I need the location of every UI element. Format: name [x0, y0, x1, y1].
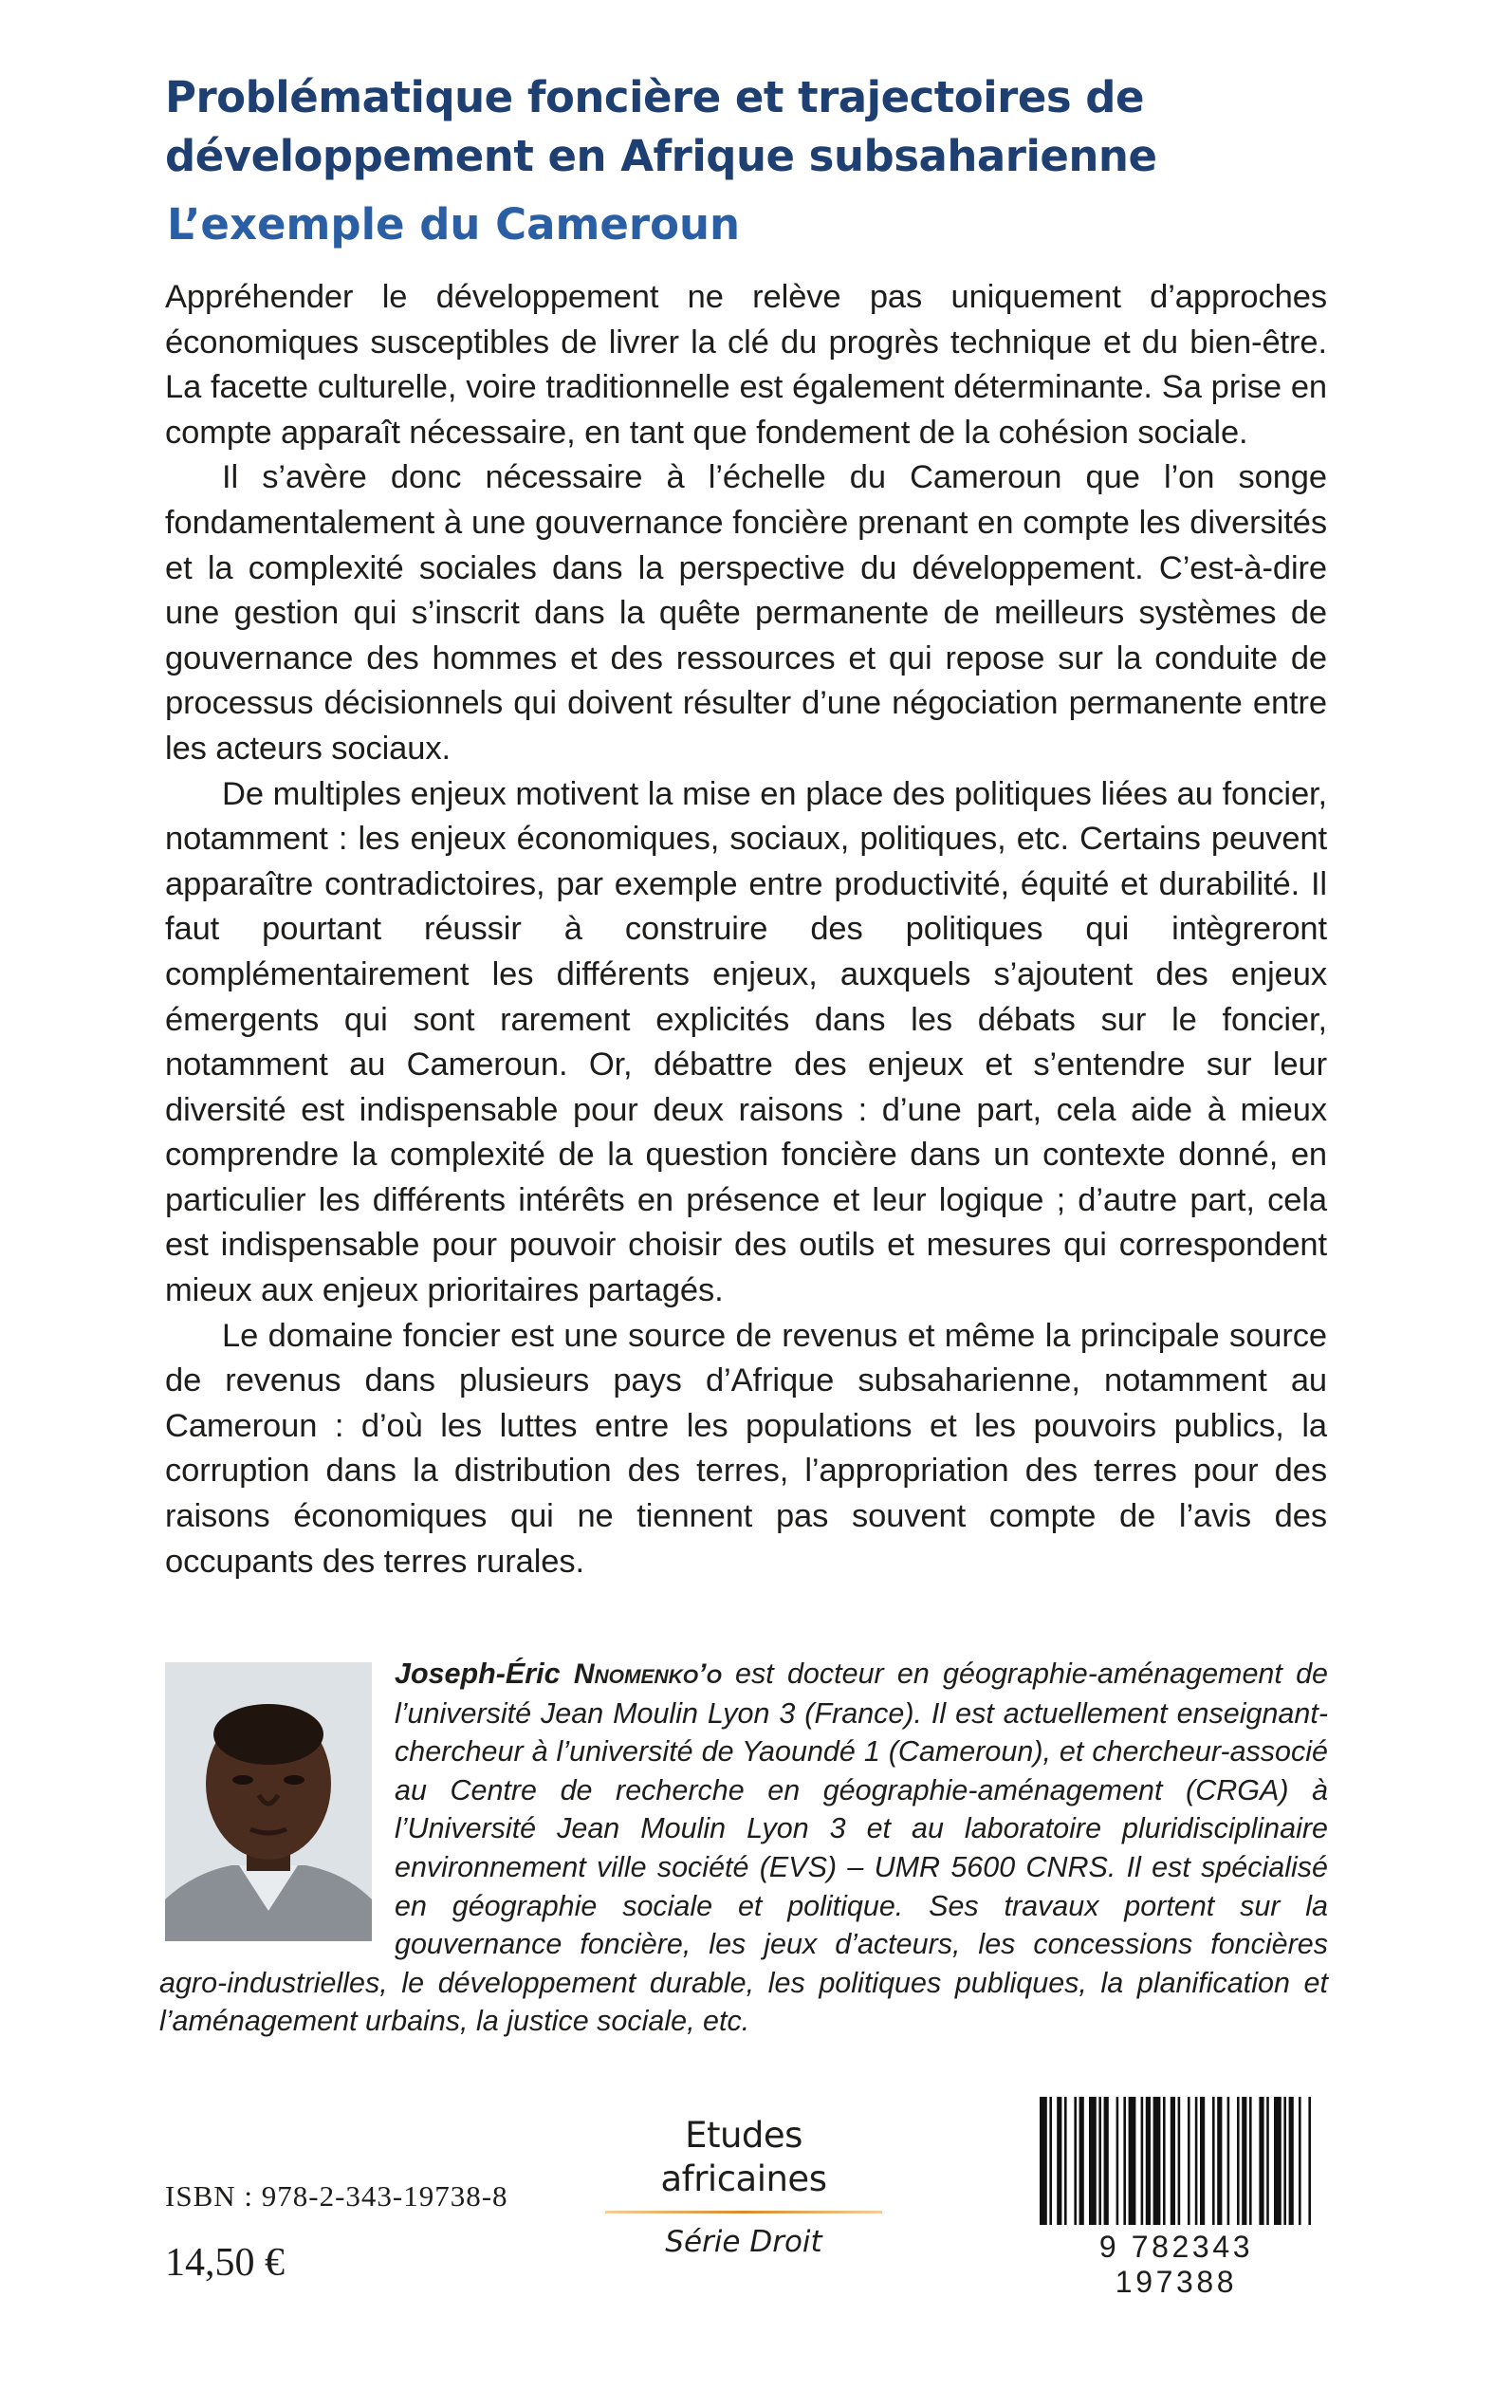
barcode-bar [1274, 2097, 1282, 2225]
summary-paragraph-4: Le domaine foncier est une source de revenus et même la principale source de revenus dans plusieurs pays d’Afrique subsaharienne, notamment au Cameroun : d’où les luttes entre les populations et les pouvoirs publics, la corruption dans la distribution des terres, l’appropriation des terres pour des raisons économiques qui ne tiennent pas souvent compte de l’avis des occupants des terres rurales. [165, 1317, 1327, 1580]
series-rule [605, 2211, 882, 2214]
barcode-bar [1146, 2097, 1151, 2225]
series-subtitle: Série Droit [665, 2225, 822, 2259]
barcode-bar [1129, 2097, 1136, 2225]
barcode-bar [1049, 2097, 1052, 2225]
barcode-bar [1171, 2097, 1175, 2225]
book-title: Problématique foncière et trajectoires de développement en Afrique subsaharienne [165, 72, 1157, 181]
summary-paragraph-3: De multiples enjeux motivent la mise en place des politiques liées au foncier, notamment : les enjeux économiques, sociaux, politiques, etc. Certains peuvent apparaître contradictoires, par exemple entre productivité, équité et durabilité. Il faut pourtant réussir à construire des politiques qui intègreront complémentairement les différents enjeux, auxquels s’ajoutent des enjeux émergents qui sont rarement explicités dans les débats sur le foncier, notamment au Cameroun. Or, débattre des enjeux et s’entendre sur leur diversité est indispensable pour deux raisons : d’une part, cela aide à mieux comprendre la complexité de la question foncière dans un contexte donné, en particulier les différents intérêts en présence et leur logique ; d’autre part, cela est indispensable pour pouvoir choisir des outils et mesures qui correspondent mieux aux enjeux prioritaires partagés. [165, 775, 1327, 1309]
barcode-bar [1212, 2097, 1215, 2225]
author-bio [159, 1655, 1328, 2041]
barcode-bars [1034, 2097, 1318, 2225]
barcode-bar [1104, 2097, 1109, 2225]
barcode-bar [1266, 2097, 1269, 2225]
barcode-bar [1259, 2097, 1263, 2225]
series-name: Etudes africaines [660, 2115, 827, 2199]
barcode-bar [1249, 2097, 1252, 2225]
barcode-bar [1283, 2097, 1286, 2225]
barcode-bar [1040, 2097, 1047, 2225]
author-first-name: Joseph-Éric [395, 1658, 574, 1690]
summary-text [165, 275, 1327, 1584]
barcode-bar [1057, 2097, 1061, 2225]
author-bio-text: est docteur en géographie-aménagement de l’université Jean Moulin Lyon 3 (France). Il est actuellement enseignant-chercheur à l’université de Yaoundé 1 (Cameroun), et chercheur-associé au Centre de recherche en géographie-aménagement (CRGA) à l’Université Jean Moulin Lyon 3 et au laboratoire pluridisciplinaire environnement ville société (EVS) – UMR 5600 CNRS. Il est spécialisé en géographie sociale et politique. Ses travaux portent sur la gouvernance foncière, les jeux d’acteurs, les concessions foncières agro-industrielles, le développement durable, les politiques publiques, la planification et l’aménagement urbains, la justice sociale, etc. [159, 1658, 1328, 2038]
barcode-digits: 9 782343 197388 [1098, 2230, 1254, 2299]
barcode-bar [1141, 2097, 1144, 2225]
barcode-bar [1217, 2097, 1222, 2225]
barcode-bar [1200, 2097, 1205, 2225]
isbn: ISBN : 978-2-343-19738-8 [165, 2179, 508, 2213]
series-logo [601, 2114, 886, 2261]
summary-paragraph-2: Il s’avère donc nécessaire à l’échelle du Cameroun que l’on songe fondamentalement à une gouvernance foncière prenant en compte les diversités et la complexité sociales dans la perspective du développement. C’est-à-dire une gestion qui s’inscrit dans la quête permanente de meilleurs systèmes de gouvernance des hommes et des ressources et qui repose sur la conduite de processus décisionnels qui doivent résulter d’une négociation permanente entre les acteurs sociaux. [165, 459, 1327, 767]
barcode-bar [1163, 2097, 1166, 2225]
barcode-bar [1227, 2097, 1230, 2225]
price: 14,50 € [165, 2241, 285, 2285]
barcode-bar [1178, 2097, 1181, 2225]
barcode-bar [1089, 2097, 1097, 2225]
barcode-bar [1188, 2097, 1190, 2225]
barcode-bar [1242, 2097, 1246, 2225]
barcode-bar [1098, 2097, 1101, 2225]
author-name [395, 1658, 722, 1690]
book-subtitle: L’exemple du Cameroun [167, 199, 741, 250]
barcode-bar [1079, 2097, 1084, 2225]
barcode-bar [1074, 2097, 1077, 2225]
barcode-bar [1237, 2097, 1240, 2225]
barcode-bar [1153, 2097, 1161, 2225]
summary-paragraph-1: Appréhender le développement ne relève pas uniquement d’approches économiques susceptibles de livrer la clé du progrès technique et du bien-être. La facette culturelle, voire traditionnelle est également déterminante. Sa prise en compte apparaît nécessaire, en tant que fondement de la cohésion sociale. [165, 279, 1327, 451]
barcode-bar [1064, 2097, 1067, 2225]
barcode-bar [1308, 2097, 1311, 2225]
barcode-bar [1299, 2097, 1301, 2225]
barcode-bar [1289, 2097, 1294, 2225]
barcode-bar [1116, 2097, 1119, 2225]
author-last-name: Nnomenko’o [573, 1658, 722, 1690]
barcode-bar [1123, 2097, 1126, 2225]
barcode-bar [1195, 2097, 1198, 2225]
